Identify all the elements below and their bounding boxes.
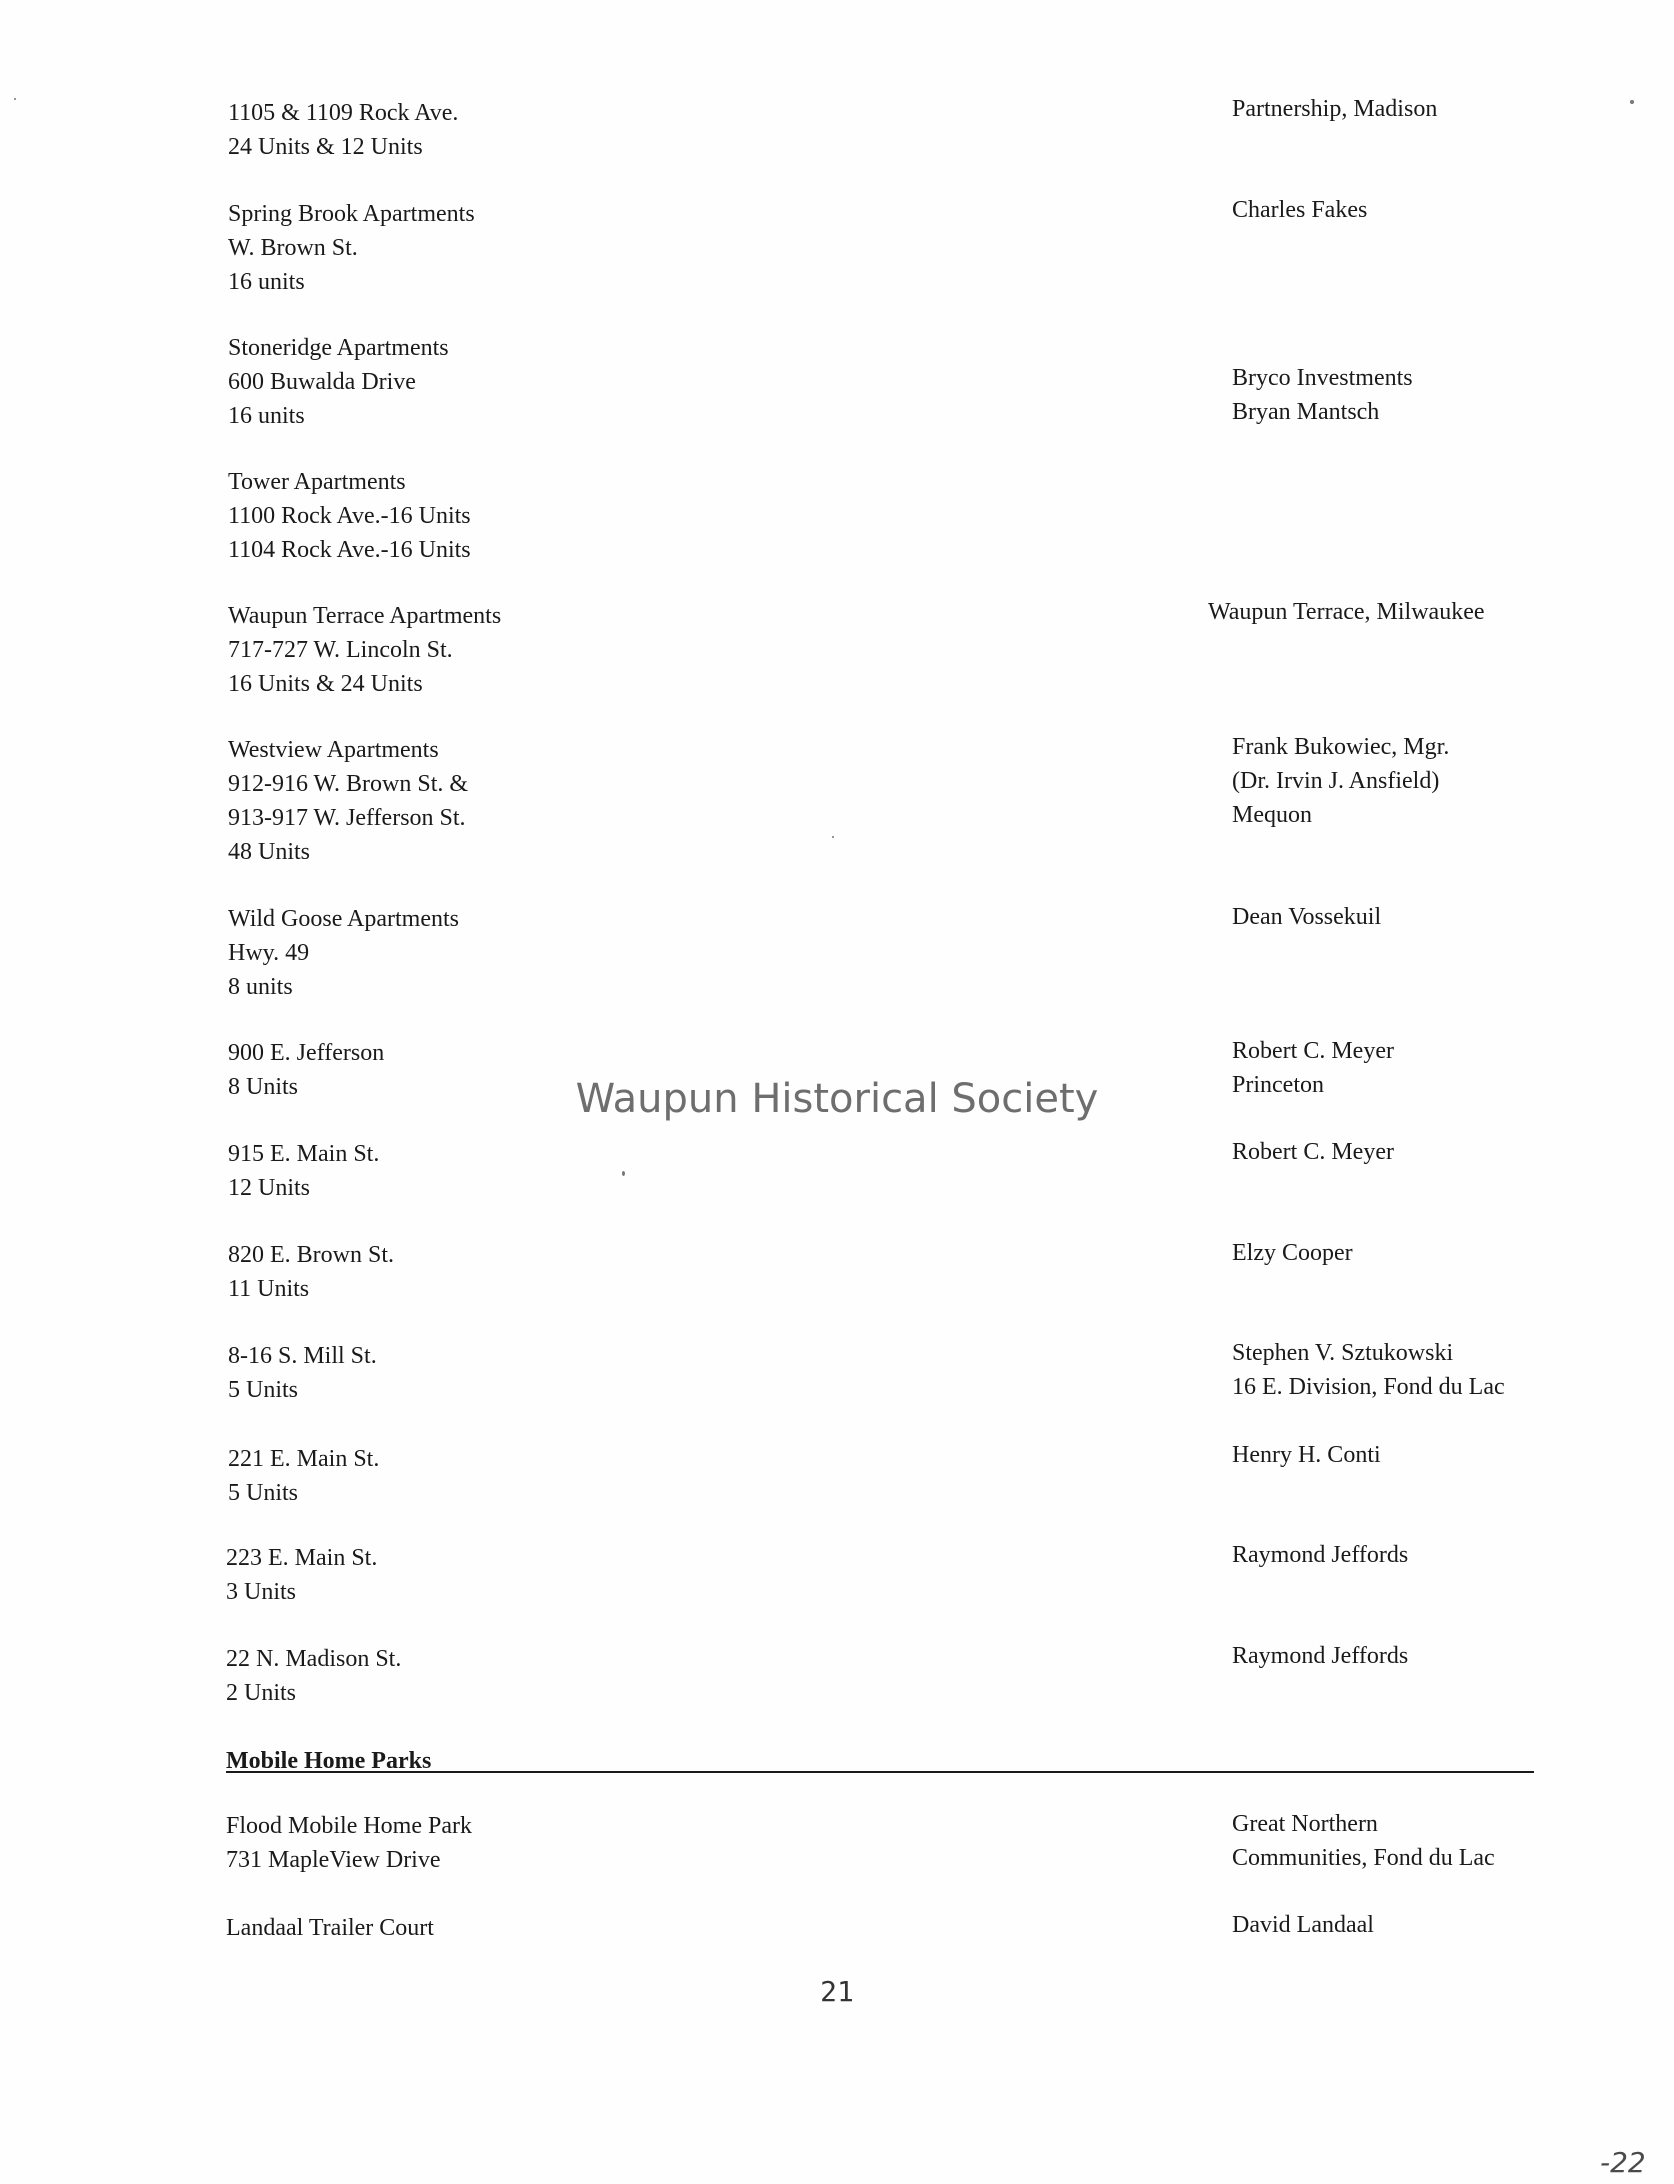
owner-entry: [1232, 730, 1449, 832]
entry-line: W. Brown St.: [228, 235, 358, 261]
entry-line: 5 Units: [228, 1480, 299, 1506]
listing-entry: [228, 465, 471, 567]
section-divider: [226, 1771, 1534, 1773]
entry-line: Stoneridge Apartments: [228, 335, 449, 361]
entry-line: 912-916 W. Brown St. &: [228, 771, 469, 797]
listing-entry: [228, 1137, 379, 1205]
entry-line: Tower Apartments: [228, 469, 406, 495]
entry-line: 1100 Rock Ave.-16 Units: [228, 503, 471, 529]
watermark: Waupun Historical Society: [575, 1076, 1099, 1122]
owner-line: 16 E. Division, Fond du Lac: [1232, 1374, 1505, 1400]
owner-line: David Landaal: [1232, 1912, 1374, 1938]
owner-entry: [1232, 1336, 1505, 1404]
owner-line: Robert C. Meyer: [1232, 1139, 1394, 1165]
mobile-park-entry: [226, 1911, 434, 1945]
owner-line: Charles Fakes: [1232, 197, 1368, 223]
owner-line: Communities, Fond du Lac: [1232, 1845, 1495, 1871]
entry-line: 913-917 W. Jefferson St.: [228, 805, 466, 831]
mobile-park-entry: [226, 1809, 472, 1877]
owner-line: Princeton: [1232, 1072, 1324, 1098]
listing-entry: [226, 1642, 401, 1710]
owner-line: Partnership, Madison: [1232, 96, 1438, 122]
owner-line: Stephen V. Sztukowski: [1232, 1340, 1454, 1366]
owner-line: Great Northern: [1232, 1811, 1378, 1837]
section-heading: Mobile Home Parks: [226, 1748, 432, 1774]
owner-entry: [1232, 1908, 1374, 1942]
entry-line: 22 N. Madison St.: [226, 1646, 402, 1672]
owner-entry: [1232, 1135, 1394, 1169]
entry-line: 16 Units & 24 Units: [228, 671, 423, 697]
entry-line: 731 MapleView Drive: [226, 1847, 441, 1873]
entry-line: 48 Units: [228, 839, 311, 865]
listing-entry: [228, 902, 459, 1004]
owner-entry: [1232, 1438, 1381, 1472]
scan-speck: [622, 1171, 625, 1176]
listing-entry: [226, 1541, 377, 1609]
listing-entry: [228, 599, 501, 701]
entry-line: 820 E. Brown St.: [228, 1242, 395, 1268]
entry-line: Flood Mobile Home Park: [226, 1813, 472, 1839]
entry-line: 8-16 S. Mill St.: [228, 1343, 377, 1369]
entry-line: Westview Apartments: [228, 737, 439, 763]
entry-line: 915 E. Main St.: [228, 1141, 380, 1167]
owner-line: Raymond Jeffords: [1232, 1643, 1409, 1669]
owner-entry: [1232, 1639, 1408, 1673]
owner-line: Mequon: [1232, 802, 1312, 828]
entry-line: Wild Goose Apartments: [228, 906, 459, 932]
owner-entry: [1232, 900, 1381, 934]
entry-line: 1104 Rock Ave.-16 Units: [228, 537, 471, 563]
entry-line: 5 Units: [228, 1377, 299, 1403]
listing-entry: [228, 1238, 394, 1306]
owner-line: Raymond Jeffords: [1232, 1542, 1409, 1568]
entry-line: 1105 & 1109 Rock Ave.: [228, 100, 459, 126]
owner-entry: [1232, 1807, 1495, 1875]
owner-line: (Dr. Irvin J. Ansfield): [1232, 768, 1440, 794]
page-number: 21: [820, 1975, 854, 2008]
scan-speck: [1630, 100, 1634, 104]
entry-line: Landaal Trailer Court: [226, 1915, 434, 1941]
owner-entry: [1232, 92, 1437, 126]
owner-entry: [1232, 361, 1413, 429]
owner-entry: [1232, 1236, 1353, 1270]
entry-line: Waupun Terrace Apartments: [228, 603, 502, 629]
entry-line: 3 Units: [226, 1579, 297, 1605]
entry-line: 8 units: [228, 974, 293, 1000]
entry-line: 223 E. Main St.: [226, 1545, 378, 1571]
entry-line: 11 Units: [228, 1276, 310, 1302]
entry-line: 221 E. Main St.: [228, 1446, 380, 1472]
owner-entry: [1232, 1538, 1408, 1572]
owner-line: Robert C. Meyer: [1232, 1038, 1394, 1064]
listing-entry: [228, 1442, 379, 1510]
owner-line: Bryan Mantsch: [1232, 399, 1380, 425]
owner-line: Bryco Investments: [1232, 365, 1413, 391]
entry-line: 900 E. Jefferson: [228, 1040, 385, 1066]
owner-entry: [1208, 595, 1485, 629]
entry-line: Hwy. 49: [228, 940, 310, 966]
owner-entry: [1232, 193, 1367, 227]
entry-line: 600 Buwalda Drive: [228, 369, 416, 395]
owner-line: Henry H. Conti: [1232, 1442, 1381, 1468]
scan-speck: [14, 98, 16, 100]
listing-entry: [228, 1339, 377, 1407]
listing-entry: [228, 197, 475, 299]
listing-entry: [228, 331, 449, 433]
entry-line: 8 Units: [228, 1074, 299, 1100]
owner-line: Dean Vossekuil: [1232, 904, 1382, 930]
entry-line: 12 Units: [228, 1175, 311, 1201]
owner-line: Elzy Cooper: [1232, 1240, 1353, 1266]
listing-entry: [228, 733, 468, 869]
entry-line: 2 Units: [226, 1680, 297, 1706]
entry-line: 717-727 W. Lincoln St.: [228, 637, 453, 663]
entry-line: 16 units: [228, 269, 305, 295]
handwritten-page-number: -22: [1600, 2146, 1646, 2179]
owner-line: Frank Bukowiec, Mgr.: [1232, 734, 1450, 760]
entry-line: Spring Brook Apartments: [228, 201, 475, 227]
scan-speck: [832, 836, 834, 838]
owner-line: Waupun Terrace, Milwaukee: [1208, 599, 1485, 625]
listing-entry: [228, 96, 458, 164]
entry-line: 24 Units & 12 Units: [228, 134, 423, 160]
entry-line: 16 units: [228, 403, 305, 429]
